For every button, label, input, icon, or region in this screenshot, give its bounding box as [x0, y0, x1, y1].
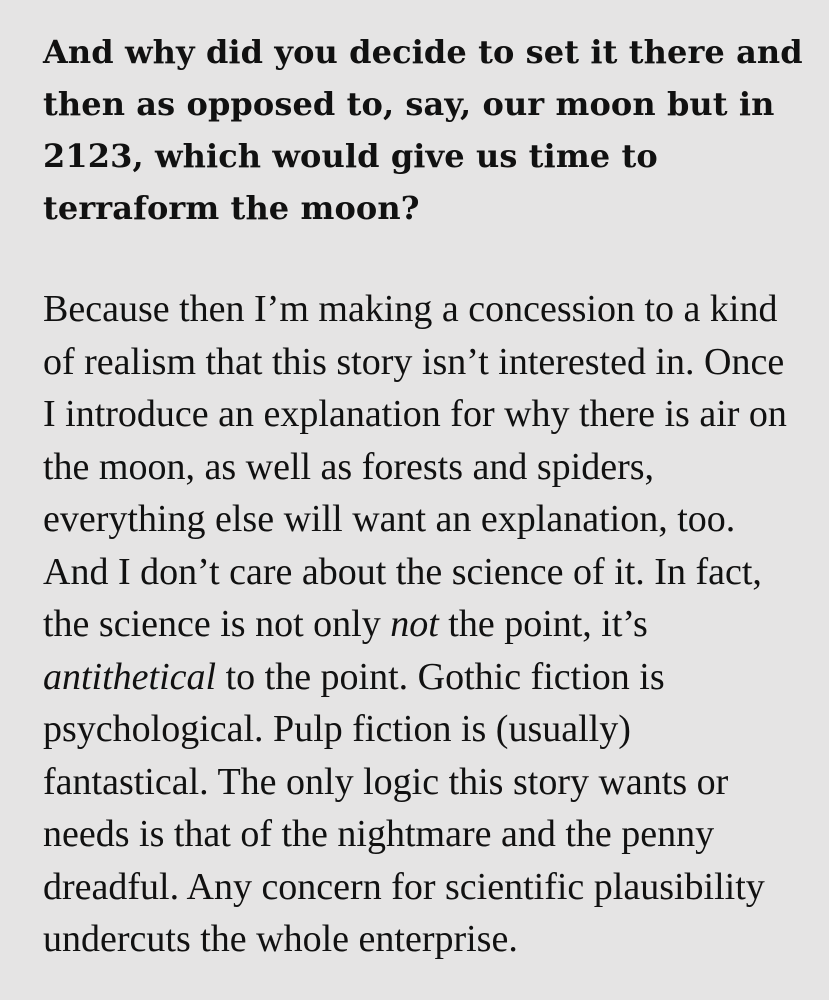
- answer-text-part-3: to the point. Gothic fiction is psychological. Pulp fiction is (usually) fantastical. The only logic this story wants or needs is that of the nightmare and the penny dreadful. Any concern for scientific plausibility undercuts the whole enterprise.: [43, 655, 765, 960]
- answer-text-part-1: Because then I’m making a concession to a kind of realism that this story isn’t interested in. Once I introduce an explanation for why there is air on the moon, as well as forests and spiders, everything else will want an explanation, too. And I don’t care about the science of it. In fact, the science is not only: [43, 288, 787, 645]
- interview-question: And why did you decide to set it there and then as opposed to, say, our moon but in 2123, which would give us time to terraform the moon?: [43, 33, 803, 227]
- answer-emphasis-antithetical: antithetical: [43, 655, 217, 698]
- interview-answer: [43, 283, 805, 966]
- answer-text-part-2: the point, it’s: [438, 603, 648, 645]
- answer-emphasis-not: not: [390, 603, 439, 645]
